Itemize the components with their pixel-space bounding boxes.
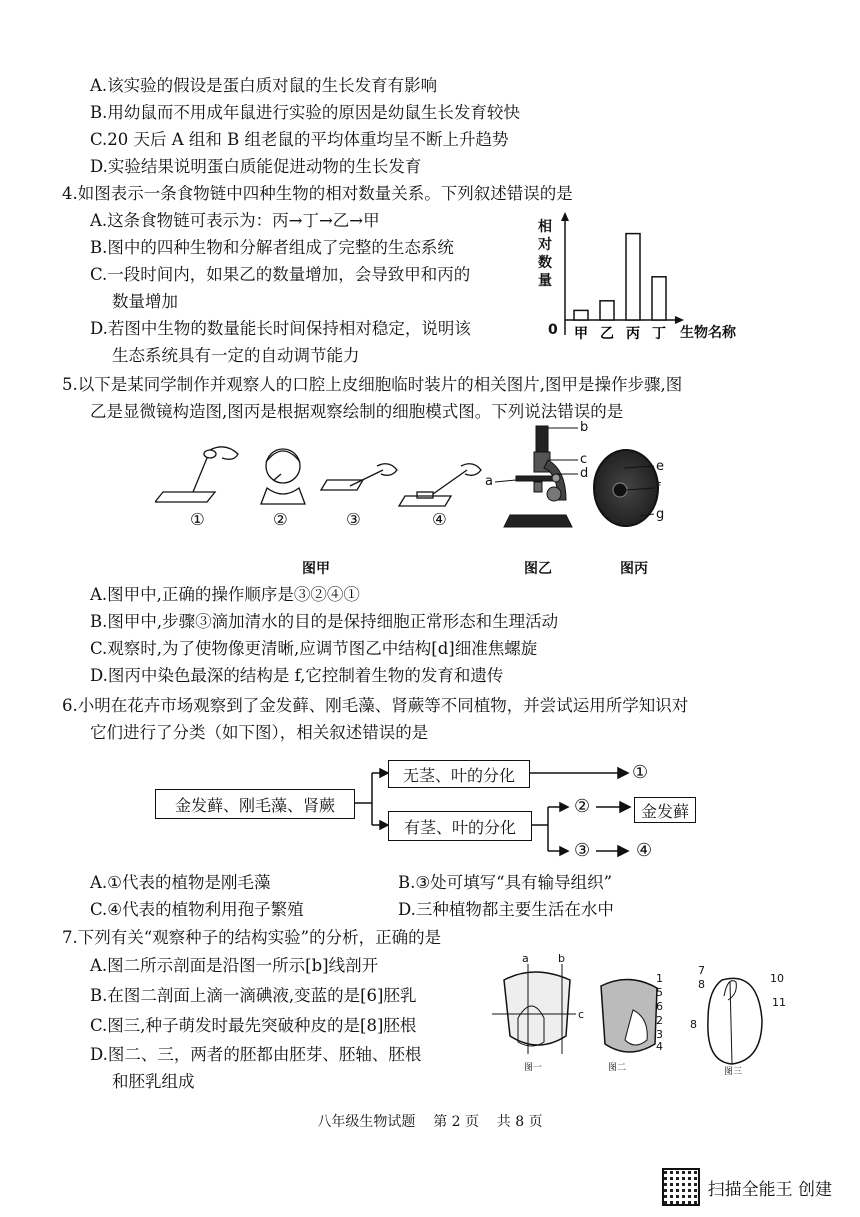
- q3-option-b: B.用幼鼠而不用成年鼠进行实验的原因是幼鼠生长发育较快: [90, 103, 520, 122]
- qr-code-icon: [662, 1168, 700, 1206]
- micro-label-a: a: [485, 474, 493, 489]
- q6-stem-line2: 它们进行了分类（如下图），相关叙述错误的是: [90, 723, 429, 742]
- seed-figure-1: [490, 958, 590, 1058]
- leaf-1: ①: [632, 762, 649, 783]
- q5-stem-line1: 5.以下是某同学制作并观察人的口腔上皮细胞临时装片的相关图片,图甲是操作步骤,图: [62, 375, 683, 394]
- q5-stem-line2: 乙是显微镜构造图,图丙是根据观察绘制的细胞模式图。下列说法错误的是: [90, 402, 624, 421]
- step2-drawing: [261, 449, 305, 504]
- leaf-3: ③: [574, 840, 591, 861]
- q4-option-d: D.若图中生物的数量能长时间保持相对稳定，说明该: [90, 319, 471, 338]
- q5-option-d: D.图丙中染色最深的结构是 f,它控制着生物的发育和遗传: [90, 666, 504, 685]
- q3-option-a: A.该实验的假设是蛋白质对鼠的生长发育有影响: [90, 76, 438, 95]
- micro-label-c: c: [580, 452, 588, 467]
- q7-option-b: B.在图二剖面上滴一滴碘液,变蓝的是[6]胚乳: [90, 986, 417, 1005]
- q4-option-a: A.这条食物链可表示为：丙→丁→乙→甲: [90, 211, 380, 230]
- q4-stem: 4.如图表示一条食物链中四种生物的相对数量关系。下列叙述错误的是: [62, 184, 573, 203]
- cell-label-f: f: [656, 481, 661, 496]
- q4-option-c: C.一段时间内，如果乙的数量增加，会导致甲和丙的: [90, 265, 471, 284]
- bar-3: [652, 277, 666, 320]
- q7-option-d-cont: 和胚乳组成: [112, 1072, 195, 1091]
- fig3-label-7: 7: [698, 964, 705, 977]
- q4-option-c-cont: 数量增加: [112, 292, 178, 311]
- bar-0: [574, 310, 588, 320]
- leaf-4: ④: [636, 840, 653, 861]
- watermark-text: 扫描全能王 创建: [707, 1179, 832, 1200]
- step1-drawing: [155, 447, 238, 502]
- seed-figure-2: [595, 970, 665, 1060]
- chart-xlabel: 生物名称: [680, 325, 736, 341]
- branch-stem-leaf-box: 有茎、叶的分化: [388, 811, 532, 841]
- fig2-label-4: 4: [656, 1040, 663, 1053]
- fig2-label-1: 1: [656, 972, 663, 985]
- fig1-label-b: b: [558, 952, 565, 965]
- q6-option-b: B.③处可填写“具有输导组织”: [398, 873, 613, 892]
- q6-option-d: D.三种植物都主要生活在水中: [398, 900, 614, 919]
- chart-ylabel: 相对数量: [538, 219, 552, 289]
- seed-caption-1: 图一: [524, 1063, 543, 1073]
- step4-drawing: [399, 464, 481, 506]
- fig3-label-11: 11: [772, 996, 786, 1009]
- step-label-3: ③: [346, 510, 361, 529]
- seed-caption-2: 图二: [608, 1063, 627, 1073]
- fig2-label-3: 3: [656, 1028, 663, 1041]
- q3-option-c: C.20 天后 A 组和 B 组老鼠的平均体重均呈不断上升趋势: [90, 130, 509, 149]
- step-label-2: ②: [273, 510, 288, 529]
- q5-option-c: C.观察时,为了使物像更清晰,应调节图乙中结构[d]细准焦螺旋: [90, 639, 538, 658]
- fig3-label-8-top: 8: [698, 978, 705, 991]
- q7-option-d: D.图二、三，两者的胚都由胚芽、胚轴、胚根: [90, 1045, 422, 1064]
- step-label-4: ④: [432, 510, 447, 529]
- page-footer: 八年级生物试题 第 2 页 共 8 页: [317, 1114, 543, 1130]
- q5-option-b: B.图甲中,步骤③滴加清水的目的是保持细胞正常形态和生理活动: [90, 612, 559, 631]
- step-label-1: ①: [190, 510, 205, 529]
- leaf-2: ②: [574, 796, 591, 817]
- tick-label-1: 乙: [600, 326, 614, 342]
- cell-leader-lines: [620, 460, 660, 520]
- seed-figure-3: [700, 966, 770, 1066]
- cell-label-e: e: [656, 459, 664, 474]
- tick-label-0: 甲: [574, 326, 588, 342]
- scanner-watermark: [662, 1168, 832, 1206]
- micro-label-b: b: [580, 420, 589, 435]
- y-axis-arrow: [561, 212, 569, 221]
- q4-option-b: B.图中的四种生物和分解者组成了完整的生态系统: [90, 238, 454, 257]
- q5-steps-figure: [155, 440, 490, 515]
- q6-option-c: C.④代表的植物利用孢子繁殖: [90, 900, 304, 919]
- microscope-drawing: [490, 420, 588, 540]
- tick-label-3: 丁: [652, 326, 666, 342]
- classification-root-box: 金发藓、刚毛藻、肾蕨: [155, 789, 355, 819]
- branch-no-stem-leaf-box: 无茎、叶的分化: [388, 760, 530, 788]
- leaf-box-moss: 金发藓: [634, 797, 696, 823]
- q6-stem-line1: 6.小明在花卉市场观察到了金发藓、刚毛藻、肾蕨等不同植物，并尝试运用所学知识对: [62, 696, 689, 715]
- seed-caption-3: 图三: [724, 1067, 743, 1077]
- step3-drawing: [321, 464, 397, 490]
- tick-label-2: 丙: [626, 326, 640, 342]
- bar-1: [600, 301, 614, 320]
- fig2-label-2: 2: [656, 1014, 663, 1027]
- fig-caption-bing: 图丙: [620, 561, 648, 577]
- cell-label-g: g: [656, 507, 665, 522]
- bar-2: [626, 234, 640, 320]
- q7-stem: 7.下列有关“观察种子的结构实验”的分析，正确的是: [62, 928, 442, 947]
- q5-option-a: A.图甲中,正确的操作顺序是③②④①: [90, 585, 360, 604]
- fig1-label-a: a: [522, 952, 529, 965]
- q3-option-d: D.实验结果说明蛋白质能促进动物的生长发育: [90, 157, 422, 176]
- fig-caption-jia: 图甲: [302, 561, 330, 577]
- fig2-label-6: 6: [656, 1000, 663, 1013]
- q4-option-d-cont: 生态系统具有一定的自动调节能力: [112, 346, 360, 365]
- fig1-label-c: c: [578, 1008, 585, 1021]
- q6-option-a: A.①代表的植物是刚毛藻: [90, 873, 271, 892]
- chart-origin: 0: [548, 322, 558, 338]
- fig2-label-5: 5: [656, 986, 663, 999]
- q7-option-c: C.图三,种子萌发时最先突破种皮的是[8]胚根: [90, 1016, 417, 1035]
- fig-caption-yi: 图乙: [524, 561, 552, 577]
- micro-label-d: d: [580, 466, 589, 481]
- fig3-label-8-bottom: 8: [690, 1018, 697, 1031]
- q7-option-a: A.图二所示剖面是沿图一所示[b]线剖开: [90, 956, 379, 975]
- food-chain-bar-chart: [530, 210, 780, 350]
- fig3-label-10: 10: [770, 972, 784, 985]
